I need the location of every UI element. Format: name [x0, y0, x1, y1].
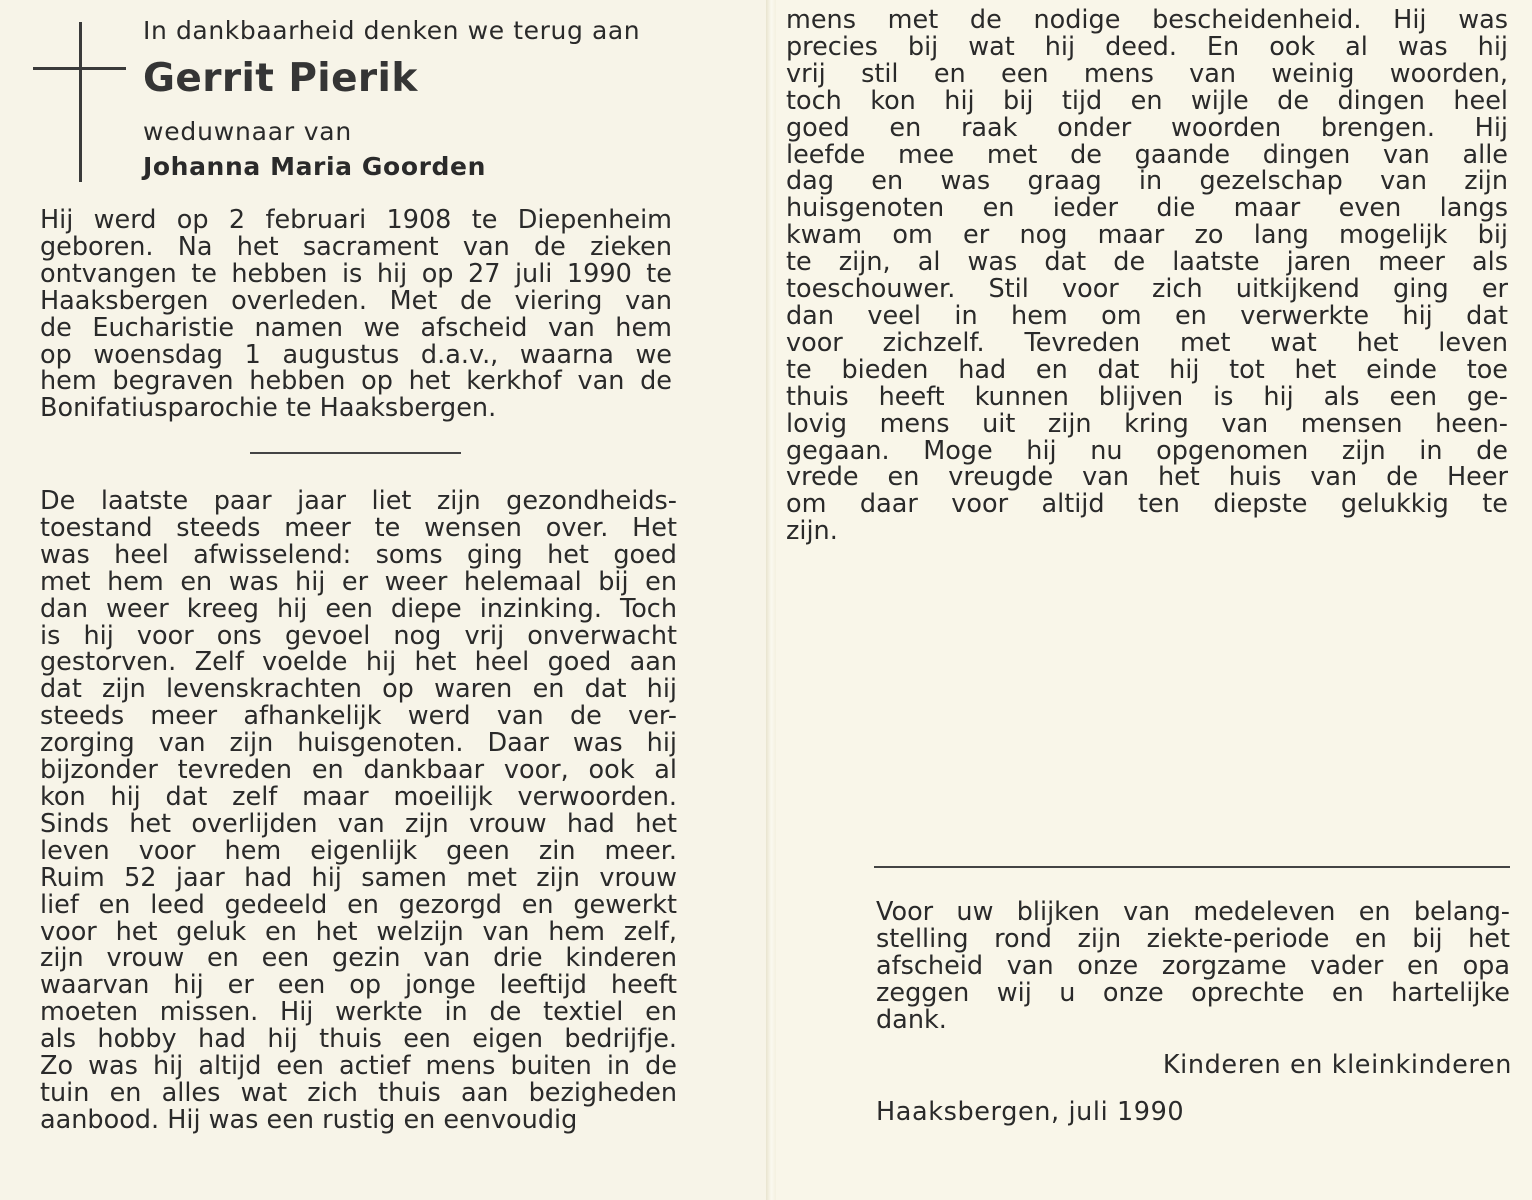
text-line: bijzonder tevreden en dankbaar voor, ook al [40, 755, 677, 786]
text-line: op woensdag 1 augustus d.a.v., waarna we [40, 339, 672, 370]
text-line: dan weer kreeg hij een diepe inzinking. Toch [40, 593, 677, 624]
tagline: In dankbaarheid denken we terug aan [143, 16, 641, 45]
text-line: Haaksbergen overleden. Met de viering van [40, 285, 672, 316]
text-line: mens met de nodige bescheidenheid. Hij was [786, 5, 1508, 35]
text-line: lief en leed gedeeld en gezorgd en gewerkt [40, 889, 677, 920]
text-line: tuin en alles wat zich thuis aan bezigheden [40, 1077, 677, 1108]
text-line: is hij voor ons gevoel nog vrij onverwacht [40, 620, 677, 651]
text-line: zorging van zijn huisgenoten. Daar was hij [40, 728, 677, 759]
text-line: te bieden had en dat hij tot het einde toe [786, 354, 1508, 385]
widower-label: weduwnaar van [143, 117, 353, 146]
text-line: dag en was graag in gezelschap van zijn [786, 166, 1508, 197]
text-line: leven voor hem eigenlijk geen zin meer. [40, 835, 677, 866]
text-line: moeten missen. Hij werkte in de textiel en [40, 997, 677, 1028]
text-line: Voor uw blijken van medeleven en belang- [876, 897, 1510, 927]
text-line: goed en raak onder woorden brengen. Hij [786, 112, 1508, 143]
text-line: gestorven. Zelf voelde hij het heel goed aan [40, 647, 677, 678]
text-line: als hobby had hij thuis een eigen bedrijfje. [40, 1024, 677, 1055]
text-line: de Eucharistie namen we afscheid van hem [40, 312, 672, 343]
text-line: Ruim 52 jaar had hij samen met zijn vrouw [40, 862, 677, 893]
text-line: met hem en was hij er weer helemaal bij en [40, 566, 677, 597]
text-line: leefde mee met de gaande dingen van alle [786, 139, 1508, 170]
text-line: te zijn, al was dat de laatste jaren meer als [786, 247, 1508, 278]
text-line: stelling rond zijn ziekte-periode en bij het [876, 923, 1510, 954]
text-line: kon hij dat zelf maar moeilijk verwoorden. [40, 781, 677, 812]
text-line: zijn. [786, 516, 838, 547]
text-line: huisgenoten en ieder die maar even langs [786, 193, 1508, 224]
signoff: Kinderen en kleinkinderen [1162, 1050, 1512, 1080]
text-line: thuis heeft kunnen blijven is hij als een ge- [786, 381, 1508, 412]
thank-you-paragraph [876, 899, 1510, 1034]
biography-paragraph [40, 207, 672, 422]
text-line: steeds meer afhankelijk werd van de ver- [40, 701, 677, 732]
text-line: Sinds het overlijden van zijn vrouw had het [40, 808, 677, 839]
text-line: precies bij wat hij deed. En ook al was hij [786, 31, 1508, 62]
life-description-continued [786, 7, 1508, 545]
text-line: zijn vrouw en een gezin van drie kinderen [40, 943, 677, 974]
text-line: voor zichzelf. Tevreden met wat het leven [786, 327, 1508, 358]
deceased-name: Gerrit Pierik [143, 56, 418, 101]
text-line: toestand steeds meer te wensen over. Het [40, 512, 677, 543]
text-line: dat zijn levenskrachten op waren en dat hij [40, 674, 677, 705]
text-line: vrij stil en een mens van weinig woorden, [786, 58, 1508, 89]
text-line: was heel afwisselend: soms ging het goed [40, 539, 677, 570]
text-line: om daar voor altijd ten diepste gelukkig te [786, 489, 1508, 520]
text-line: vrede en vreugde van het huis van de Heer [786, 462, 1508, 493]
text-line: lovig mens uit zijn kring van mensen heen- [786, 408, 1508, 439]
spouse-name: Johanna Maria Goorden [143, 152, 486, 181]
text-line: geboren. Na het sacrament van de zieken [40, 231, 672, 262]
text-line: toch kon hij bij tijd en wijle de dingen heel [786, 85, 1508, 116]
text-line: toeschouwer. Stil voor zich uitkijkend ging er [786, 274, 1508, 305]
text-line: waarvan hij er een op jonge leeftijd heeft [40, 970, 677, 1001]
text-line: afscheid van onze zorgzame vader en opa [876, 950, 1510, 981]
cross-icon-vertical [79, 22, 82, 182]
text-line: voor het geluk en het welzijn van hem zelf, [40, 916, 677, 947]
text-line: Hij werd op 2 februari 1908 te Diepenheim [40, 205, 672, 235]
text-line: dan veel in hem om en verwerkte hij dat [786, 300, 1508, 331]
text-line: aanbood. Hij was een rustig en eenvoudig [40, 1104, 578, 1135]
text-line: kwam om er nog maar zo lang mogelijk bij [786, 220, 1508, 251]
cross-icon-horizontal [33, 67, 126, 70]
life-description-paragraph [40, 488, 677, 1134]
divider-long [874, 866, 1510, 868]
text-line: dank. [876, 1004, 947, 1035]
text-line: hem begraven hebben op het kerkhof van de [40, 366, 672, 397]
text-line: ontvangen te hebben is hij op 27 juli 1990 te [40, 258, 672, 289]
text-line: Bonifatiusparochie te Haaksbergen. [40, 393, 497, 424]
place-date: Haaksbergen, juli 1990 [876, 1097, 1185, 1127]
text-line: Zo was hij altijd een actief mens buiten in de [40, 1051, 677, 1082]
text-line: De laatste paar jaar liet zijn gezondheids- [40, 486, 677, 516]
text-line: zeggen wij u onze oprechte en hartelijke [876, 977, 1510, 1008]
text-line: gegaan. Moge hij nu opgenomen zijn in de [786, 435, 1508, 466]
divider-short [250, 452, 461, 454]
memorial-card-right-page [776, 0, 1532, 1200]
